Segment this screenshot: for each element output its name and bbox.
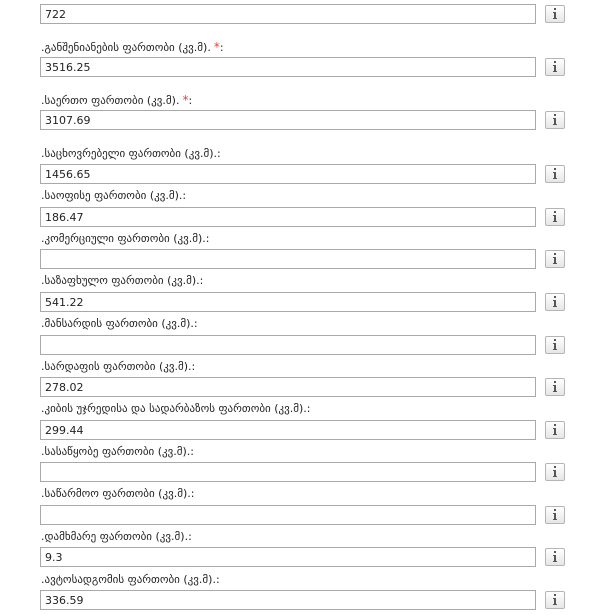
info-icon bbox=[551, 168, 559, 180]
field-13-input[interactable] bbox=[40, 590, 536, 610]
field-7-input[interactable] bbox=[40, 335, 536, 355]
field-11-input[interactable] bbox=[40, 505, 536, 525]
field-4-label bbox=[41, 189, 186, 203]
info-icon bbox=[551, 61, 559, 73]
required-suffix: : bbox=[188, 94, 193, 107]
field-3-label-text: .საცხოვრებელი ფართობი (კვ.მ).: bbox=[41, 147, 221, 160]
field-1-label bbox=[41, 40, 224, 55]
field-6-input[interactable] bbox=[40, 292, 536, 312]
field-9-input[interactable] bbox=[40, 420, 536, 440]
field-9-label-text: .კიბის უჯრედისა და სადარბაზოს ფართობი (კვ.მ).: bbox=[41, 402, 311, 415]
field-7-label bbox=[41, 317, 198, 331]
field-5-label bbox=[41, 232, 210, 246]
required-marker: * bbox=[213, 40, 220, 54]
field-13-info-button[interactable] bbox=[545, 591, 565, 609]
field-6-label-text: .საზაფხულო ფართობი (კვ.მ).: bbox=[41, 274, 204, 287]
field-8-label-text: .სარდაფის ფართობი (კვ.მ).: bbox=[41, 360, 196, 373]
info-icon bbox=[551, 424, 559, 436]
field-5-label-text: .კომერციული ფართობი (კვ.მ).: bbox=[41, 232, 210, 245]
field-8-info-button[interactable] bbox=[545, 378, 565, 396]
field-1-info-button[interactable] bbox=[545, 58, 565, 76]
field-11-label-text: .საწარმოო ფართობი (კვ.მ).: bbox=[41, 487, 195, 500]
info-icon bbox=[551, 8, 559, 20]
info-icon bbox=[551, 381, 559, 393]
field-2-input[interactable] bbox=[40, 110, 536, 130]
field-1-input[interactable] bbox=[40, 57, 536, 77]
field-10-label bbox=[41, 445, 194, 459]
field-0-info-button[interactable] bbox=[545, 5, 565, 23]
field-12-label-text: .დამხმარე ფართობი (კვ.მ).: bbox=[41, 530, 192, 543]
required-marker: * bbox=[182, 93, 189, 107]
field-3-label bbox=[41, 147, 221, 161]
info-icon bbox=[551, 551, 559, 563]
field-5-info-button[interactable] bbox=[545, 250, 565, 268]
field-10-info-button[interactable] bbox=[545, 463, 565, 481]
field-4-label-text: .საოფისე ფართობი (კვ.მ).: bbox=[41, 189, 187, 202]
info-icon bbox=[551, 253, 559, 265]
field-10-label-text: .სასაწყობე ფართობი (კვ.მ).: bbox=[41, 445, 195, 458]
info-icon bbox=[551, 466, 559, 478]
field-3-input[interactable] bbox=[40, 164, 536, 184]
info-icon bbox=[551, 339, 559, 351]
info-icon bbox=[551, 114, 559, 126]
field-13-label-text: .ავტოსადგომის ფართობი (კვ.მ).: bbox=[41, 573, 220, 586]
field-0-input[interactable] bbox=[40, 4, 536, 24]
field-2-label-text: .საერთო ფართობი (კვ.მ). bbox=[41, 94, 180, 107]
field-2-label bbox=[41, 93, 192, 108]
info-icon bbox=[551, 296, 559, 308]
field-9-label bbox=[41, 402, 311, 416]
field-13-label bbox=[41, 573, 220, 587]
field-2-info-button[interactable] bbox=[545, 111, 565, 129]
field-12-info-button[interactable] bbox=[545, 548, 565, 566]
field-6-label bbox=[41, 274, 203, 288]
required-suffix: : bbox=[219, 41, 224, 54]
field-1-label-text: .განშენიანების ფართობი (კვ.მ). bbox=[41, 41, 211, 54]
field-9-info-button[interactable] bbox=[545, 421, 565, 439]
field-10-input[interactable] bbox=[40, 462, 536, 482]
info-icon bbox=[551, 594, 559, 606]
info-icon bbox=[551, 211, 559, 223]
field-8-label bbox=[41, 360, 195, 374]
field-11-label bbox=[41, 487, 194, 501]
field-8-input[interactable] bbox=[40, 377, 536, 397]
field-12-label bbox=[41, 530, 192, 544]
field-7-label-text: .მანსარდის ფართობი (კვ.მ).: bbox=[41, 317, 198, 330]
field-4-info-button[interactable] bbox=[545, 208, 565, 226]
field-7-info-button[interactable] bbox=[545, 336, 565, 354]
field-4-input[interactable] bbox=[40, 207, 536, 227]
field-12-input[interactable] bbox=[40, 547, 536, 567]
field-3-info-button[interactable] bbox=[545, 165, 565, 183]
field-5-input[interactable] bbox=[40, 249, 536, 269]
info-icon bbox=[551, 509, 559, 521]
field-6-info-button[interactable] bbox=[545, 293, 565, 311]
field-11-info-button[interactable] bbox=[545, 506, 565, 524]
